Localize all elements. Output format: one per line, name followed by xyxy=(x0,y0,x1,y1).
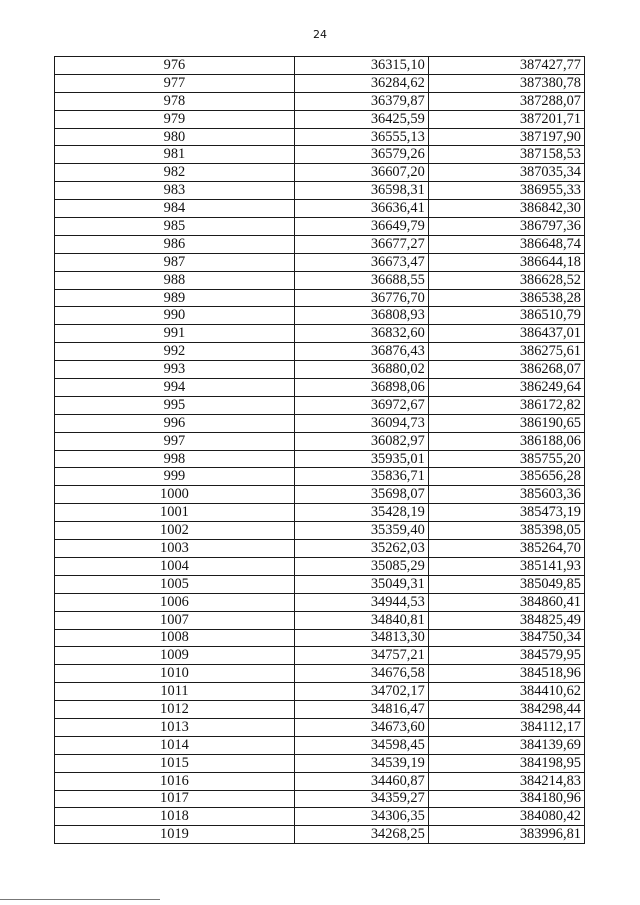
table-row xyxy=(55,754,585,772)
y-coordinate-cell: 385603,36 xyxy=(428,486,584,504)
table-row xyxy=(55,396,585,414)
y-coordinate-cell: 384298,44 xyxy=(428,701,584,719)
y-coordinate-cell: 386275,61 xyxy=(428,343,584,361)
x-coordinate-cell: 36880,02 xyxy=(294,361,428,379)
table-row xyxy=(55,575,585,593)
y-coordinate-cell: 384410,62 xyxy=(428,683,584,701)
table-row xyxy=(55,808,585,826)
x-coordinate-cell: 36832,60 xyxy=(294,325,428,343)
y-coordinate-cell: 386190,65 xyxy=(428,414,584,432)
point-number-cell: 1012 xyxy=(55,701,295,719)
point-number-cell: 990 xyxy=(55,307,295,325)
point-number-cell: 994 xyxy=(55,379,295,397)
x-coordinate-cell: 36607,20 xyxy=(294,164,428,182)
point-number-cell: 1001 xyxy=(55,504,295,522)
y-coordinate-cell: 386188,06 xyxy=(428,432,584,450)
x-coordinate-cell: 36094,73 xyxy=(294,414,428,432)
point-number-cell: 998 xyxy=(55,450,295,468)
table-row xyxy=(55,57,585,75)
point-number-cell: 999 xyxy=(55,468,295,486)
table-row xyxy=(55,164,585,182)
y-coordinate-cell: 384112,17 xyxy=(428,718,584,736)
coordinates-table xyxy=(54,56,585,844)
x-coordinate-cell: 34539,19 xyxy=(294,754,428,772)
y-coordinate-cell: 386955,33 xyxy=(428,182,584,200)
point-number-cell: 1004 xyxy=(55,557,295,575)
x-coordinate-cell: 35836,71 xyxy=(294,468,428,486)
y-coordinate-cell: 387158,53 xyxy=(428,146,584,164)
table-row xyxy=(55,557,585,575)
table-row xyxy=(55,146,585,164)
x-coordinate-cell: 36555,13 xyxy=(294,128,428,146)
table-row xyxy=(55,432,585,450)
point-number-cell: 1019 xyxy=(55,826,295,844)
x-coordinate-cell: 34816,47 xyxy=(294,701,428,719)
x-coordinate-cell: 36876,43 xyxy=(294,343,428,361)
table-row xyxy=(55,701,585,719)
table-row xyxy=(55,92,585,110)
y-coordinate-cell: 386628,52 xyxy=(428,271,584,289)
point-number-cell: 982 xyxy=(55,164,295,182)
x-coordinate-cell: 36688,55 xyxy=(294,271,428,289)
y-coordinate-cell: 387201,71 xyxy=(428,110,584,128)
y-coordinate-cell: 386538,28 xyxy=(428,289,584,307)
table-row xyxy=(55,790,585,808)
table-row xyxy=(55,450,585,468)
y-coordinate-cell: 385473,19 xyxy=(428,504,584,522)
y-coordinate-cell: 384198,95 xyxy=(428,754,584,772)
y-coordinate-cell: 386437,01 xyxy=(428,325,584,343)
point-number-cell: 995 xyxy=(55,396,295,414)
x-coordinate-cell: 35359,40 xyxy=(294,522,428,540)
table-row xyxy=(55,379,585,397)
y-coordinate-cell: 387288,07 xyxy=(428,92,584,110)
x-coordinate-cell: 35698,07 xyxy=(294,486,428,504)
y-coordinate-cell: 386249,64 xyxy=(428,379,584,397)
x-coordinate-cell: 36379,87 xyxy=(294,92,428,110)
y-coordinate-cell: 385656,28 xyxy=(428,468,584,486)
point-number-cell: 1013 xyxy=(55,718,295,736)
y-coordinate-cell: 384214,83 xyxy=(428,772,584,790)
y-coordinate-cell: 384518,96 xyxy=(428,665,584,683)
x-coordinate-cell: 34673,60 xyxy=(294,718,428,736)
point-number-cell: 985 xyxy=(55,218,295,236)
point-number-cell: 1006 xyxy=(55,593,295,611)
x-coordinate-cell: 34757,21 xyxy=(294,647,428,665)
table-row xyxy=(55,200,585,218)
x-coordinate-cell: 34460,87 xyxy=(294,772,428,790)
point-number-cell: 983 xyxy=(55,182,295,200)
table-row xyxy=(55,718,585,736)
y-coordinate-cell: 386842,30 xyxy=(428,200,584,218)
point-number-cell: 979 xyxy=(55,110,295,128)
table-row xyxy=(55,74,585,92)
point-number-cell: 993 xyxy=(55,361,295,379)
x-coordinate-cell: 34306,35 xyxy=(294,808,428,826)
point-number-cell: 976 xyxy=(55,57,295,75)
table-row xyxy=(55,468,585,486)
point-number-cell: 1005 xyxy=(55,575,295,593)
table-row xyxy=(55,611,585,629)
y-coordinate-cell: 385264,70 xyxy=(428,540,584,558)
y-coordinate-cell: 387197,90 xyxy=(428,128,584,146)
x-coordinate-cell: 36673,47 xyxy=(294,253,428,271)
y-coordinate-cell: 386510,79 xyxy=(428,307,584,325)
x-coordinate-cell: 35262,03 xyxy=(294,540,428,558)
y-coordinate-cell: 384860,41 xyxy=(428,593,584,611)
point-number-cell: 1014 xyxy=(55,736,295,754)
y-coordinate-cell: 384825,49 xyxy=(428,611,584,629)
table-row xyxy=(55,736,585,754)
y-coordinate-cell: 387035,34 xyxy=(428,164,584,182)
x-coordinate-cell: 36636,41 xyxy=(294,200,428,218)
table-row xyxy=(55,665,585,683)
point-number-cell: 987 xyxy=(55,253,295,271)
table-row xyxy=(55,182,585,200)
table-row xyxy=(55,271,585,289)
point-number-cell: 1008 xyxy=(55,629,295,647)
point-number-cell: 1015 xyxy=(55,754,295,772)
y-coordinate-cell: 386648,74 xyxy=(428,235,584,253)
point-number-cell: 991 xyxy=(55,325,295,343)
table-row xyxy=(55,486,585,504)
x-coordinate-cell: 35428,19 xyxy=(294,504,428,522)
table-row xyxy=(55,504,585,522)
y-coordinate-cell: 384750,34 xyxy=(428,629,584,647)
table-row xyxy=(55,772,585,790)
x-coordinate-cell: 34702,17 xyxy=(294,683,428,701)
x-coordinate-cell: 35085,29 xyxy=(294,557,428,575)
point-number-cell: 1003 xyxy=(55,540,295,558)
x-coordinate-cell: 36808,93 xyxy=(294,307,428,325)
point-number-cell: 1000 xyxy=(55,486,295,504)
y-coordinate-cell: 384139,69 xyxy=(428,736,584,754)
table-row xyxy=(55,522,585,540)
x-coordinate-cell: 36284,62 xyxy=(294,74,428,92)
y-coordinate-cell: 386172,82 xyxy=(428,396,584,414)
y-coordinate-cell: 385141,93 xyxy=(428,557,584,575)
x-coordinate-cell: 36677,27 xyxy=(294,235,428,253)
x-coordinate-cell: 36082,97 xyxy=(294,432,428,450)
point-number-cell: 988 xyxy=(55,271,295,289)
point-number-cell: 980 xyxy=(55,128,295,146)
point-number-cell: 1011 xyxy=(55,683,295,701)
point-number-cell: 992 xyxy=(55,343,295,361)
x-coordinate-cell: 36776,70 xyxy=(294,289,428,307)
point-number-cell: 1002 xyxy=(55,522,295,540)
table-row xyxy=(55,235,585,253)
table-row xyxy=(55,540,585,558)
point-number-cell: 1010 xyxy=(55,665,295,683)
table-row xyxy=(55,826,585,844)
y-coordinate-cell: 384080,42 xyxy=(428,808,584,826)
table-row xyxy=(55,289,585,307)
page-number: 24 xyxy=(313,28,327,41)
table-row xyxy=(55,414,585,432)
table-row xyxy=(55,343,585,361)
table-row xyxy=(55,593,585,611)
y-coordinate-cell: 385049,85 xyxy=(428,575,584,593)
table-row xyxy=(55,253,585,271)
x-coordinate-cell: 36425,59 xyxy=(294,110,428,128)
table-row xyxy=(55,218,585,236)
y-coordinate-cell: 387380,78 xyxy=(428,74,584,92)
x-coordinate-cell: 34840,81 xyxy=(294,611,428,629)
table-row xyxy=(55,647,585,665)
y-coordinate-cell: 383996,81 xyxy=(428,826,584,844)
y-coordinate-cell: 384180,96 xyxy=(428,790,584,808)
y-coordinate-cell: 384579,95 xyxy=(428,647,584,665)
x-coordinate-cell: 36972,67 xyxy=(294,396,428,414)
x-coordinate-cell: 36579,26 xyxy=(294,146,428,164)
table-row xyxy=(55,361,585,379)
x-coordinate-cell: 34268,25 xyxy=(294,826,428,844)
point-number-cell: 996 xyxy=(55,414,295,432)
table-row xyxy=(55,325,585,343)
y-coordinate-cell: 386797,36 xyxy=(428,218,584,236)
x-coordinate-cell: 36649,79 xyxy=(294,218,428,236)
point-number-cell: 986 xyxy=(55,235,295,253)
x-coordinate-cell: 34598,45 xyxy=(294,736,428,754)
point-number-cell: 1017 xyxy=(55,790,295,808)
x-coordinate-cell: 34359,27 xyxy=(294,790,428,808)
table-row xyxy=(55,683,585,701)
point-number-cell: 989 xyxy=(55,289,295,307)
y-coordinate-cell: 385755,20 xyxy=(428,450,584,468)
x-coordinate-cell: 34813,30 xyxy=(294,629,428,647)
coordinates-table-body xyxy=(55,57,585,844)
table-row xyxy=(55,110,585,128)
table-row xyxy=(55,629,585,647)
scan-edge-line xyxy=(0,899,160,900)
point-number-cell: 1018 xyxy=(55,808,295,826)
y-coordinate-cell: 386268,07 xyxy=(428,361,584,379)
table-row xyxy=(55,307,585,325)
point-number-cell: 984 xyxy=(55,200,295,218)
y-coordinate-cell: 385398,05 xyxy=(428,522,584,540)
y-coordinate-cell: 386644,18 xyxy=(428,253,584,271)
x-coordinate-cell: 35049,31 xyxy=(294,575,428,593)
point-number-cell: 997 xyxy=(55,432,295,450)
point-number-cell: 1007 xyxy=(55,611,295,629)
x-coordinate-cell: 35935,01 xyxy=(294,450,428,468)
x-coordinate-cell: 34676,58 xyxy=(294,665,428,683)
point-number-cell: 977 xyxy=(55,74,295,92)
x-coordinate-cell: 36598,31 xyxy=(294,182,428,200)
point-number-cell: 978 xyxy=(55,92,295,110)
x-coordinate-cell: 36315,10 xyxy=(294,57,428,75)
table-row xyxy=(55,128,585,146)
point-number-cell: 1016 xyxy=(55,772,295,790)
point-number-cell: 1009 xyxy=(55,647,295,665)
point-number-cell: 981 xyxy=(55,146,295,164)
x-coordinate-cell: 36898,06 xyxy=(294,379,428,397)
x-coordinate-cell: 34944,53 xyxy=(294,593,428,611)
y-coordinate-cell: 387427,77 xyxy=(428,57,584,75)
